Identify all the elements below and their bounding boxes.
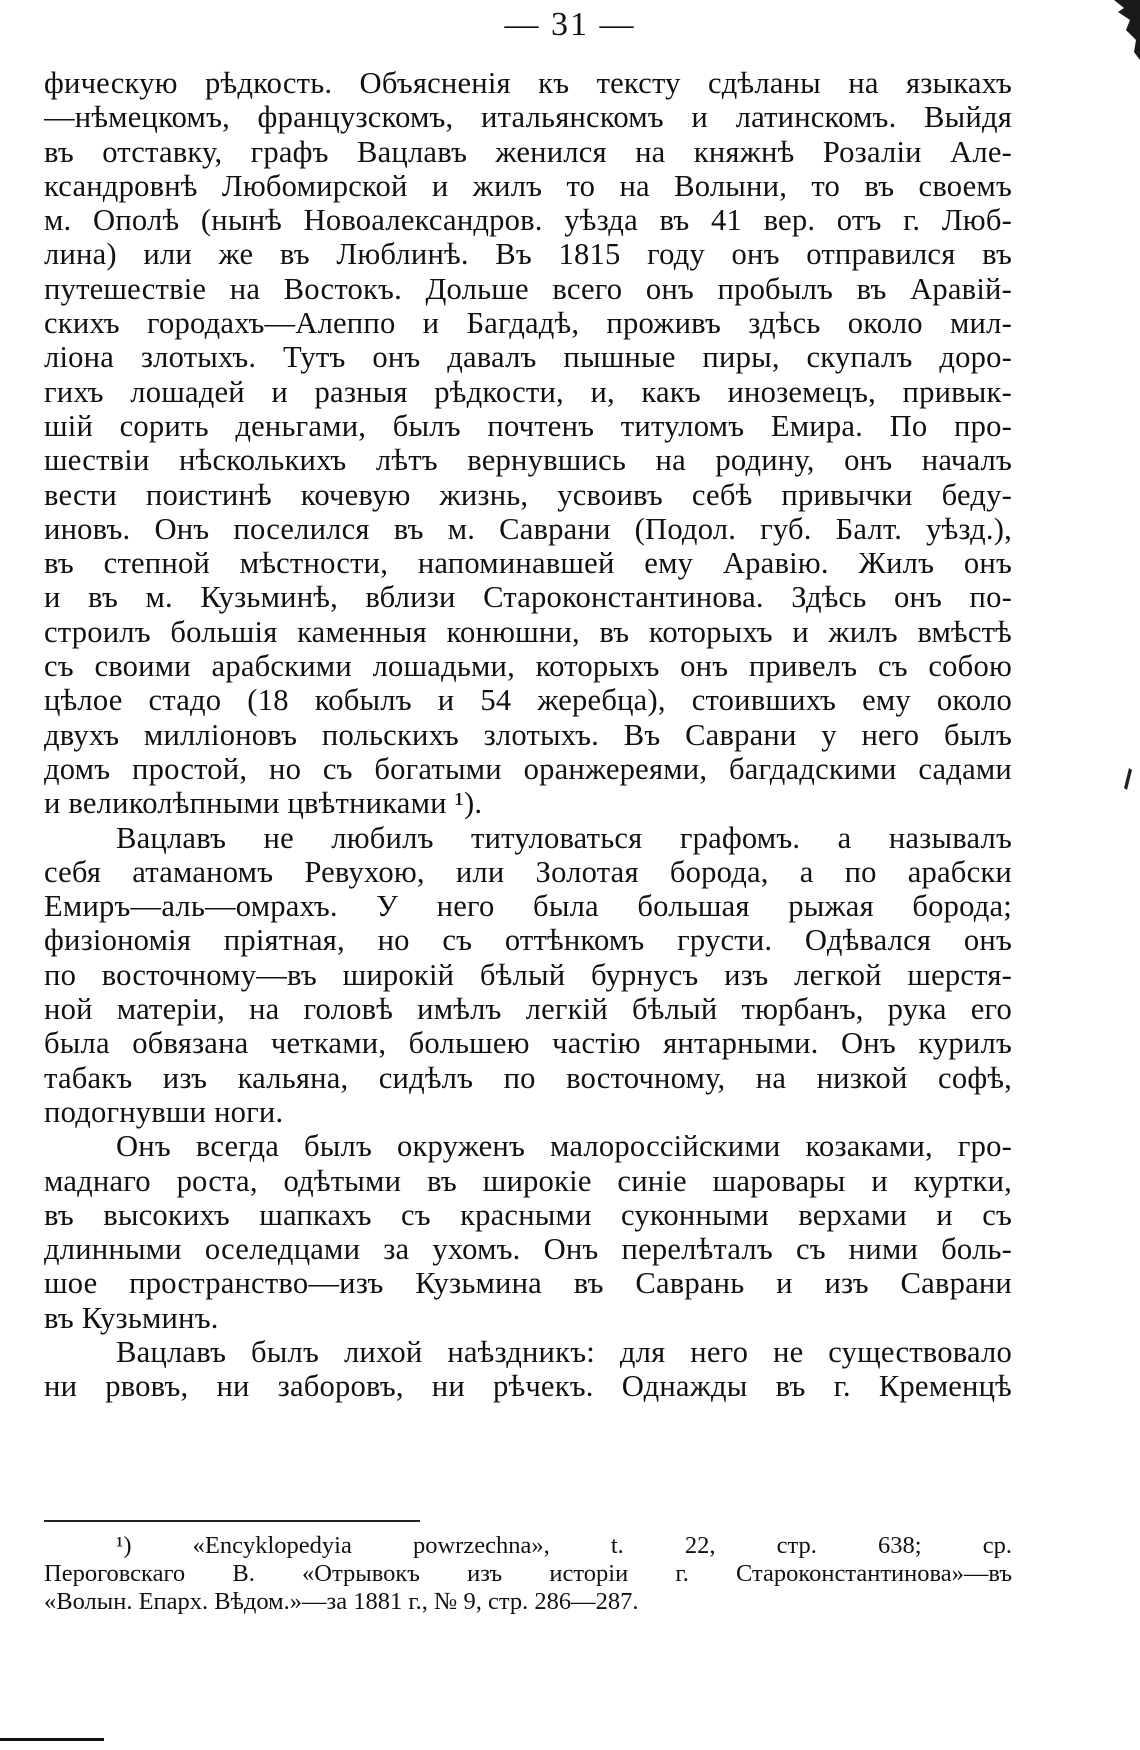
text-line: шое пространство—изъ Кузьмина въ Саврань и изъ Саврани: [44, 1266, 1012, 1301]
text-line: вести поистинѣ кочевую жизнь, усвоивъ себѣ привычки беду-: [44, 477, 1012, 512]
text-line: и въ м. Кузьминѣ, вблизи Староконстантинова. Здѣсь онъ по-: [44, 580, 1012, 615]
footnotes: [44, 1532, 1012, 1616]
text-line: иновъ. Онъ поселился въ м. Саврани (Подол. губ. Балт. уѣзд.),: [44, 511, 1012, 546]
text-line: маднаго роста, одѣтыми въ широкіе синіе шаровары и куртки,: [44, 1163, 1012, 1198]
footnote-line: ¹) «Encyklopedyia powrzechna», t. 22, стр. 638; ср.: [116, 1532, 1012, 1559]
text-line: цѣлое стадо (18 кобылъ и 54 жеребца), стоившихъ ему около: [44, 683, 1012, 718]
text-line: по восточному—въ широкій бѣлый бурнусъ изъ легкой шерстя-: [44, 957, 1012, 992]
text-line: Емиръ—аль—омрахъ. У него была большая рыжая борода;: [44, 889, 1012, 924]
footnote-line: «Волын. Епарх. Вѣдом.»—за 1881 г., № 9, стр. 286—287.: [44, 1588, 639, 1615]
text-line: ксандровнѣ Любомирской и жилъ то на Волыни, то въ своемъ: [44, 168, 1012, 203]
text-line: ной матеріи, на головѣ имѣлъ легкій бѣлый тюрбанъ, рука его: [44, 992, 1012, 1027]
scan-edge-mark: [1114, 0, 1140, 60]
margin-mark: [1124, 768, 1132, 790]
text-line: гихъ лошадей и разныя рѣдкости, и, какъ иноземецъ, привык-: [44, 374, 1012, 409]
footnote-line: Пероговскаго В. «Отрывокъ изъ исторіи г. Староконстантинова»—въ: [44, 1560, 1012, 1587]
page-number: — 31 —: [504, 6, 636, 43]
body-text: [44, 66, 1012, 1404]
text-line: ни рвовъ, ни заборовъ, ни рѣчекъ. Однажды въ г. Кременцѣ: [44, 1369, 1012, 1404]
text-line: путешествіе на Востокъ. Дольше всего онъ пробылъ въ Аравій-: [44, 271, 1012, 306]
scan-bottom-rule: [0, 1738, 104, 1741]
text-line: Вацлавъ былъ лихой наѣздникъ: для него не существовало: [116, 1334, 1012, 1369]
text-line: физіономія пріятная, но съ оттѣнкомъ грусти. Одѣвался онъ: [44, 923, 1012, 958]
text-line: въ степной мѣстности, напоминавшей ему Аравію. Жилъ онъ: [44, 546, 1012, 581]
text-line: длинными оселедцами за ухомъ. Онъ перелѣталъ съ ними боль-: [44, 1232, 1012, 1267]
text-line: себя атаманомъ Ревухою, или Золотая борода, а по арабски: [44, 854, 1012, 889]
text-line: скихъ городахъ—Алеппо и Багдадѣ, проживъ здѣсь около мил-: [44, 306, 1012, 341]
text-line: Онъ всегда былъ окруженъ малороссійскими козаками, гро-: [116, 1129, 1012, 1164]
text-line: домъ простой, но съ богатыми оранжереями, багдадскими садами: [44, 751, 1012, 786]
text-line: и великолѣпными цвѣтниками ¹).: [44, 786, 483, 821]
text-line: шествіи нѣсколькихъ лѣтъ вернувшись на родину, онъ началъ: [44, 443, 1012, 478]
text-line: двухъ милліоновъ польскихъ злотыхъ. Въ Саврани у него былъ: [44, 717, 1012, 752]
text-line: фическую рѣдкость. Объясненія къ тексту сдѣланы на языкахъ: [44, 66, 1012, 100]
text-line: шій сорить деньгами, былъ почтенъ титуломъ Емира. По про-: [44, 408, 1012, 443]
text-line: строилъ большія каменныя конюшни, въ которыхъ и жилъ вмѣстѣ: [44, 614, 1012, 649]
text-line: м. Ополѣ (нынѣ Новоалександров. уѣзда въ 41 вер. отъ г. Люб-: [44, 203, 1012, 238]
text-line: —нѣмецкомъ, французскомъ, итальянскомъ и латинскомъ. Выйдя: [44, 100, 1012, 135]
text-line: была обвязана четками, большею частію янтарными. Онъ курилъ: [44, 1026, 1012, 1061]
text-line: въ отставку, графъ Вацлавъ женился на княжнѣ Розаліи Але-: [44, 134, 1012, 169]
text-line: Вацлавъ не любилъ титуловаться графомъ. а называлъ: [116, 820, 1012, 855]
text-line: подогнувши ноги.: [44, 1094, 284, 1129]
footnote-rule: [44, 1520, 420, 1522]
text-line: въ высокихъ шапкахъ съ красными суконными верхами и съ: [44, 1197, 1012, 1232]
text-line: лина) или же въ Люблинѣ. Въ 1815 году онъ отправился въ: [44, 237, 1012, 272]
text-line: въ Кузьминъ.: [44, 1300, 219, 1335]
text-line: табакъ изъ кальяна, сидѣлъ по восточному, на низкой софѣ,: [44, 1060, 1012, 1095]
text-line: съ своими арабскими лошадьми, которыхъ онъ привелъ съ собою: [44, 649, 1012, 684]
text-line: ліона злотыхъ. Тутъ онъ давалъ пышные пиры, скупалъ доро-: [44, 340, 1012, 375]
